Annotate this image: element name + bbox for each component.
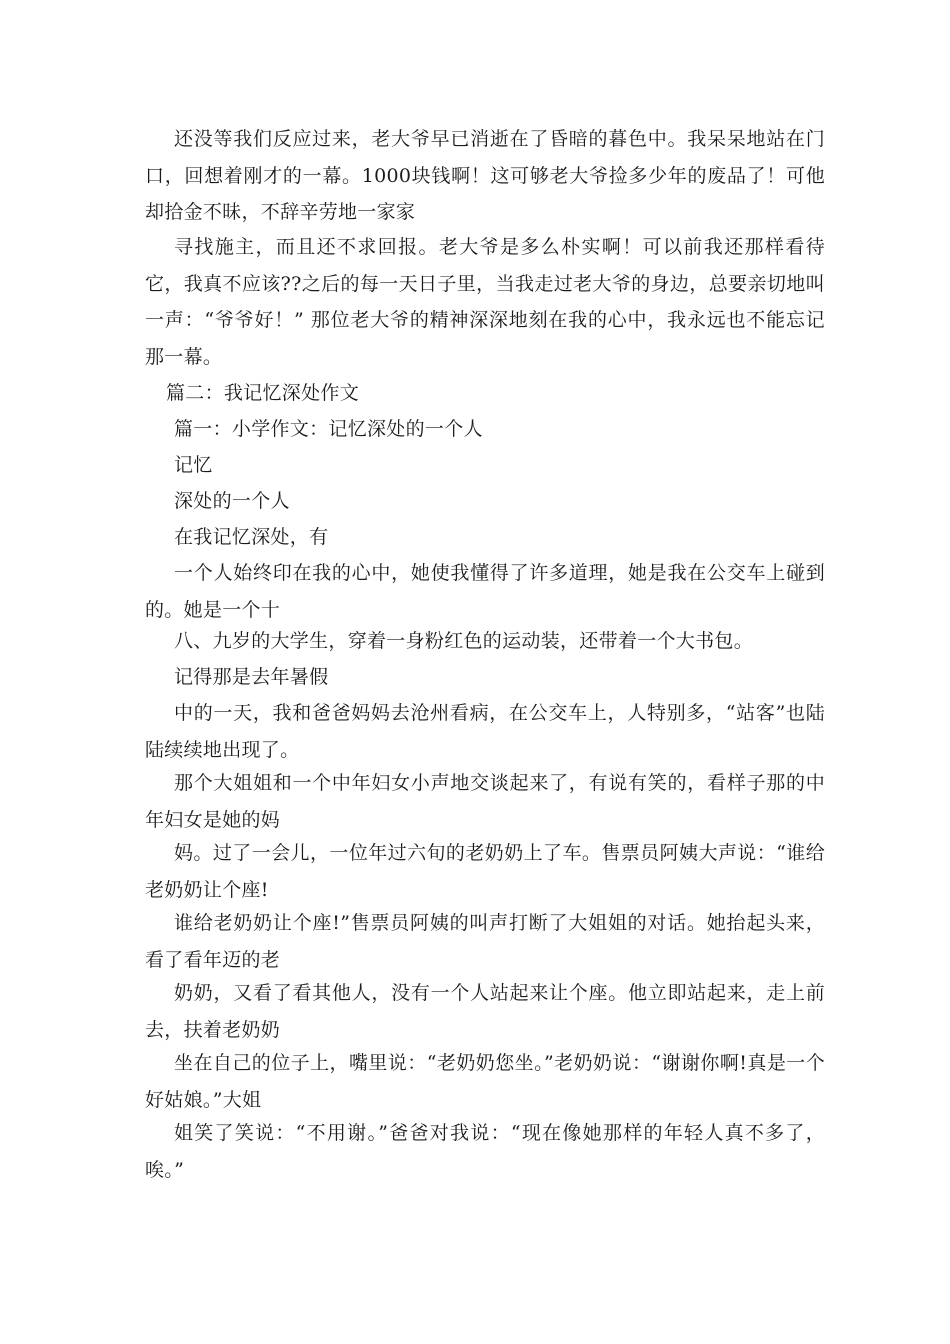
paragraph-2: 寻找施主，而且还不求回报。老大爷是多么朴实啊！可以前我还那样看待它，我真不应该??之后的每一天日子里，当我走过老大爷的身边，总要亲切地叫一声：“爷爷好！” 那位老大爷的精神深深地刻在我的心中，我永远也不能忘记那一幕。 xyxy=(145,236,825,368)
section-heading-1: 篇一：小学作文：记忆深处的一个人 xyxy=(174,418,483,440)
paragraph-7: 八、九岁的大学生，穿着一身粉红色的运动装，还带着一个大书包。 xyxy=(174,630,754,652)
paragraph-11: 妈。过了一会儿，一位年过六旬的老奶奶上了车。售票员阿姨大声说：“谁给老奶奶让个座! xyxy=(145,842,825,901)
paragraph-12: 谁给老奶奶让个座!”售票员阿姨的叫声打断了大姐姐的对话。她抬起头来，看了看年迈的老 xyxy=(145,912,825,971)
paragraph-13: 奶奶，又看了看其他人，没有一个人站起来让个座。他立即站起来，走上前去，扶着老奶奶 xyxy=(145,982,825,1041)
paragraph-14: 坐在自己的位子上，嘴里说：“老奶奶您坐。”老奶奶说：“谢谢你啊!真是一个好姑娘。”大姐 xyxy=(145,1052,825,1111)
paragraph-3: 记忆 xyxy=(174,454,213,476)
paragraph-8: 记得那是去年暑假 xyxy=(174,666,329,688)
paragraph-4: 深处的一个人 xyxy=(174,490,290,512)
section-heading-2: 篇二：我记忆深处作文 xyxy=(166,382,360,404)
paragraph-1: 还没等我们反应过来，老大爷早已消逝在了昏暗的暮色中。我呆呆地站在门口，回想着刚才的一幕。1000块钱啊！这可够老大爷捡多少年的废品了！可他却拾金不昧，不辞辛劳地一家家 xyxy=(145,128,825,223)
paragraph-5: 在我记忆深处，有 xyxy=(174,526,329,548)
paragraph-10: 那个大姐姐和一个中年妇女小声地交谈起来了，有说有笑的，看样子那的中年妇女是她的妈 xyxy=(145,772,825,831)
paragraph-9: 中的一天，我和爸爸妈妈去沧州看病，在公交车上，人特别多，“站客”也陆陆续续地出现了。 xyxy=(145,702,825,761)
paragraph-15: 姐笑了笑说：“不用谢。”爸爸对我说：“现在像她那样的年轻人真不多了，唉。” xyxy=(145,1122,825,1181)
paragraph-6: 一个人始终印在我的心中，她使我懂得了许多道理，她是我在公交车上碰到的。她是一个十 xyxy=(145,562,825,621)
